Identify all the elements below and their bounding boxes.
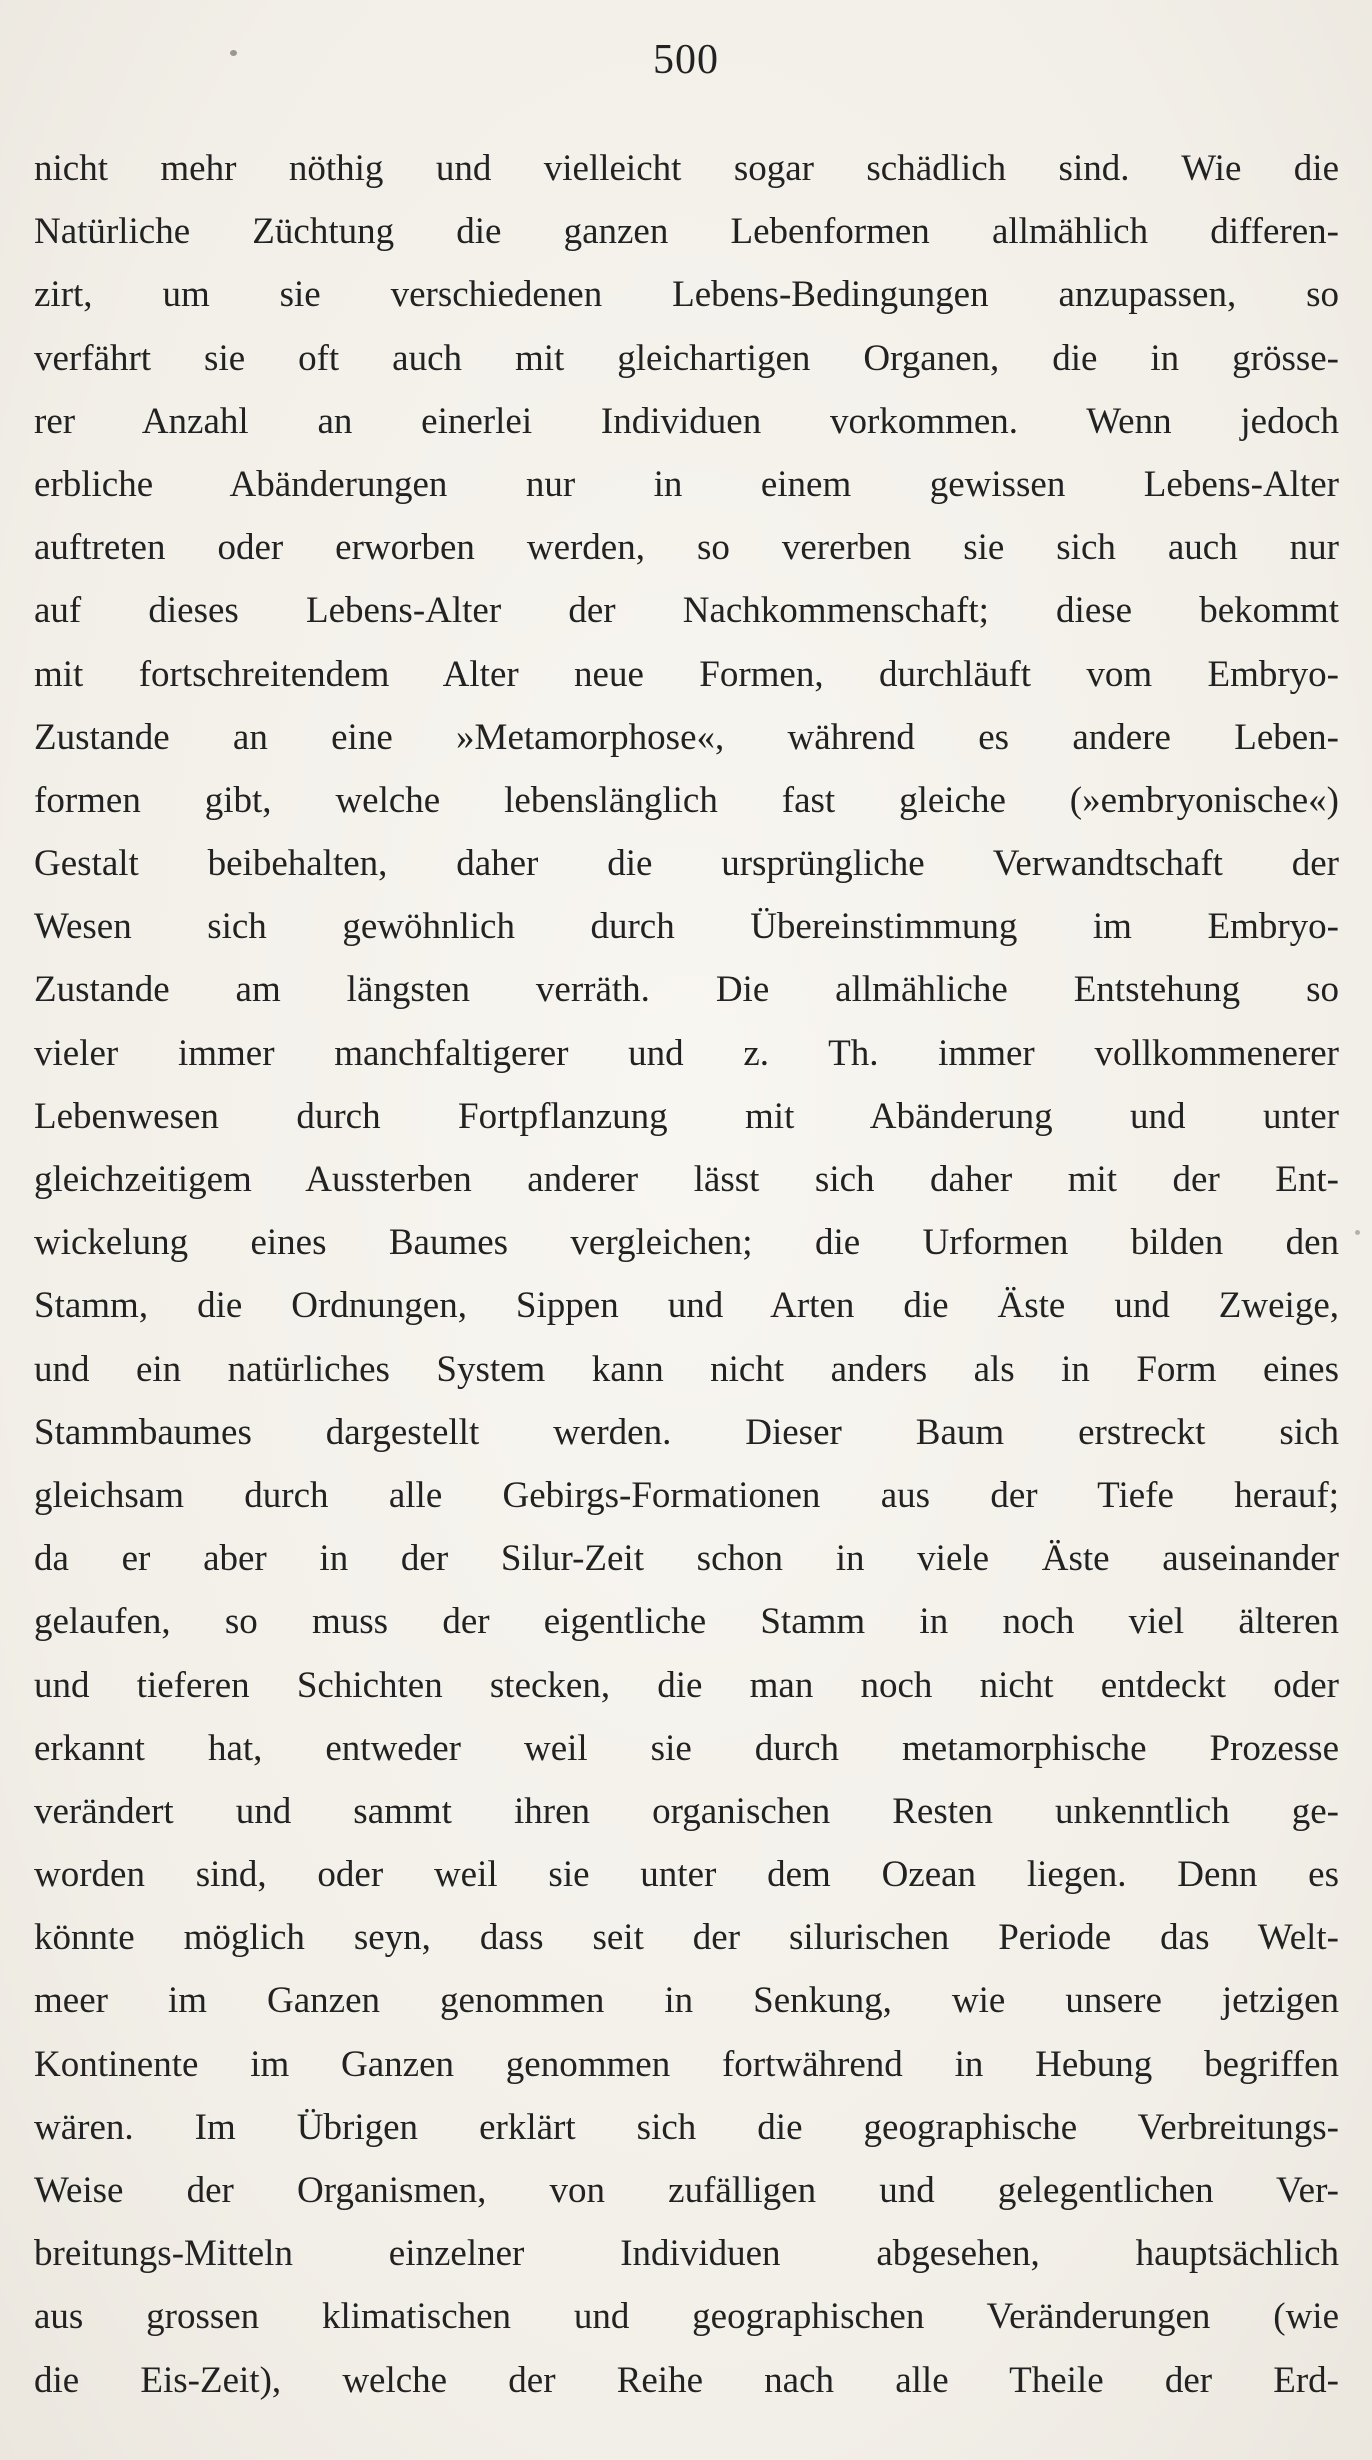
text-line: auf dieses Lebens-Alter der Nachkommenschaft; diese bekommt bbox=[34, 590, 1339, 632]
text-line: erbliche Abänderungen nur in einem gewissen Lebens-Alter bbox=[34, 463, 1339, 505]
text-line: Stamm, die Ordnungen, Sippen und Arten die Äste und Zweige, bbox=[34, 1285, 1339, 1327]
text-line: mit fortschreitendem Alter neue Formen, durchläuft vom Embryo- bbox=[34, 653, 1339, 695]
text-line: auftreten oder erworben werden, so vererben sie sich auch nur bbox=[34, 527, 1339, 569]
text-line: wären. Im Übrigen erklärt sich die geographische Verbreitungs- bbox=[34, 2106, 1339, 2148]
text-line: verändert und sammt ihren organischen Resten unkenntlich ge- bbox=[34, 1790, 1339, 1832]
text-line: könnte möglich seyn, dass seit der silurischen Periode das Welt- bbox=[34, 1917, 1339, 1959]
text-line: da er aber in der Silur-Zeit schon in viele Äste auseinander bbox=[34, 1538, 1339, 1580]
text-line: breitungs-Mitteln einzelner Individuen abgesehen, hauptsächlich bbox=[34, 2233, 1339, 2275]
text-line: gleichsam durch alle Gebirgs-Formationen aus der Tiefe herauf; bbox=[34, 1474, 1339, 1516]
text-line: vieler immer manchfaltigerer und z. Th. immer vollkommenerer bbox=[34, 1032, 1339, 1074]
text-line: wickelung eines Baumes vergleichen; die Urformen bilden den bbox=[34, 1222, 1339, 1264]
text-line: nicht mehr nöthig und vielleicht sogar schädlich sind. Wie die bbox=[34, 148, 1339, 189]
body-text bbox=[34, 137, 1339, 2412]
text-line: Weise der Organismen, von zufälligen und gelegentlichen Ver- bbox=[34, 2170, 1339, 2211]
text-line: Kontinente im Ganzen genommen fortwährend in Hebung begriffen bbox=[34, 2043, 1339, 2085]
text-line: und tieferen Schichten stecken, die man noch nicht entdeckt oder bbox=[34, 1664, 1339, 1706]
text-line: Stammbaumes dargestellt werden. Dieser Baum erstreckt sich bbox=[34, 1411, 1339, 1453]
text-line: Natürliche Züchtung die ganzen Lebenformen allmählich differen- bbox=[34, 211, 1339, 253]
text-line: rer Anzahl an einerlei Individuen vorkommen. Wenn jedoch bbox=[34, 400, 1339, 442]
text-line: Wesen sich gewöhnlich durch Übereinstimmung im Embryo- bbox=[34, 906, 1339, 948]
text-line: und ein natürliches System kann nicht anders als in Form eines bbox=[34, 1348, 1339, 1390]
text-line: die Eis-Zeit), welche der Reihe nach alle Theile der Erd- bbox=[34, 2359, 1339, 2401]
ink-speck-right bbox=[1355, 1230, 1360, 1235]
text-line: erkannt hat, entweder weil sie durch metamorphische Prozesse bbox=[34, 1727, 1339, 1769]
text-line: Zustande am längsten verräth. Die allmähliche Entstehung so bbox=[34, 969, 1339, 1011]
text-line: meer im Ganzen genommen in Senkung, wie unsere jetzigen bbox=[34, 1980, 1339, 2022]
page-number: 500 bbox=[653, 37, 719, 83]
text-line: Zustande an eine »Metamorphose«, während es andere Leben- bbox=[34, 716, 1339, 758]
text-line: worden sind, oder weil sie unter dem Ozean liegen. Denn es bbox=[34, 1854, 1339, 1896]
text-line: aus grossen klimatischen und geographischen Veränderungen (wie bbox=[34, 2296, 1339, 2338]
text-line: verfährt sie oft auch mit gleichartigen Organen, die in grösse- bbox=[34, 337, 1339, 379]
text-line: Lebenwesen durch Fortpflanzung mit Abänderung und unter bbox=[34, 1095, 1339, 1137]
text-line: gleichzeitigem Aussterben anderer lässt sich daher mit der Ent- bbox=[34, 1159, 1339, 1200]
text-line: gelaufen, so muss der eigentliche Stamm in noch viel älteren bbox=[34, 1601, 1339, 1643]
text-line: Gestalt beibehalten, daher die ursprüngliche Verwandtschaft der bbox=[34, 843, 1339, 885]
text-line: formen gibt, welche lebenslänglich fast gleiche (»embryonische«) bbox=[34, 779, 1339, 821]
text-line: zirt, um sie verschiedenen Lebens-Bedingungen anzupassen, so bbox=[34, 274, 1339, 316]
